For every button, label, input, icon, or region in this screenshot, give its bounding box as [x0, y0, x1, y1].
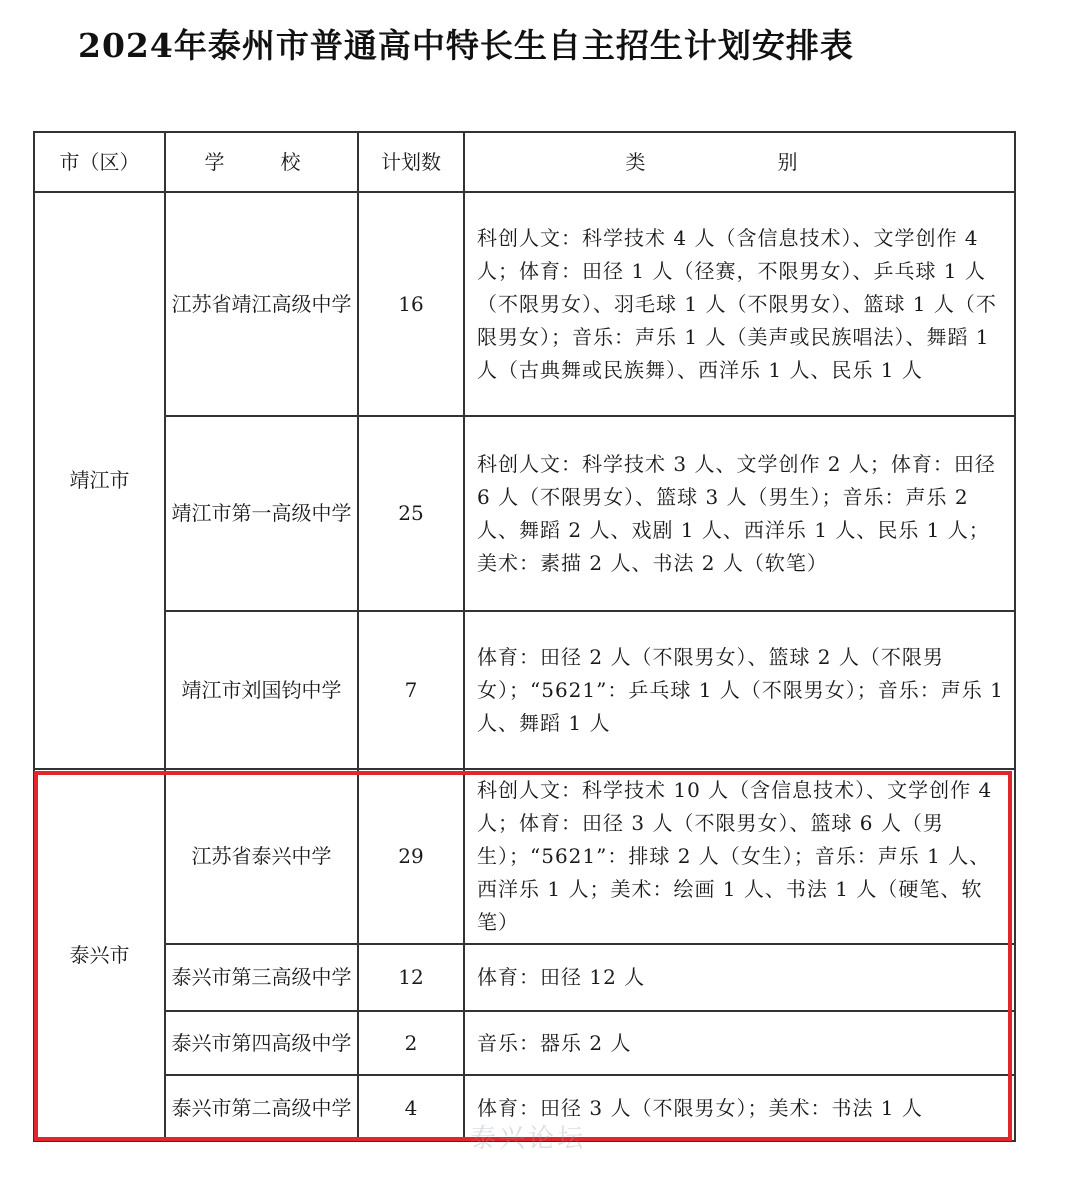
- plan-cell: 12: [358, 944, 464, 1011]
- plan-cell: 16: [358, 192, 464, 416]
- watermark-text: 泰兴论坛: [470, 1124, 587, 1154]
- header-city: 市（区）: [34, 132, 165, 192]
- school-cell: 江苏省靖江高级中学: [165, 192, 358, 416]
- table-row: [34, 611, 1015, 769]
- category-cell: 科创人文：科学技术 4 人（含信息技术）、文学创作 4 人；体育：田径 1 人（径赛，不限男女）、乒乓球 1 人（不限男女）、羽毛球 1 人（不限男女）、篮球 1 人（不限男女）；音乐：声乐 1 人（美声或民族唱法）、舞蹈 1 人（古典舞或民族舞）、西洋乐 1 人、民乐 1 人: [464, 192, 1015, 416]
- category-cell: 体育：田径 12 人: [464, 944, 1015, 1011]
- plan-cell: 25: [358, 416, 464, 611]
- enrollment-plan-table: [33, 131, 1016, 1142]
- plan-cell: 2: [358, 1011, 464, 1075]
- header-category: 类 别: [464, 132, 1015, 192]
- plan-cell: 7: [358, 611, 464, 769]
- plan-cell: 4: [358, 1075, 464, 1141]
- header-plan: 计划数: [358, 132, 464, 192]
- school-cell: 泰兴市第四高级中学: [165, 1011, 358, 1075]
- city-cell: 靖江市: [34, 192, 165, 769]
- school-cell: 靖江市第一高级中学: [165, 416, 358, 611]
- school-cell: 泰兴市第二高级中学: [165, 1075, 358, 1141]
- category-cell: 科创人文：科学技术 10 人（含信息技术）、文学创作 4 人；体育：田径 3 人（不限男女）、篮球 6 人（男生）；“5621”：排球 2 人（女生）；音乐：声乐 1 人、西洋乐 1 人；美术：绘画 1 人、书法 1 人（硬笔、软笔）: [464, 769, 1015, 944]
- category-cell: 体育：田径 2 人（不限男女）、篮球 2 人（不限男女）；“5621”：乒乓球 1 人（不限男女）；音乐：声乐 1 人、舞蹈 1 人: [464, 611, 1015, 769]
- table-row: [34, 1011, 1015, 1075]
- category-cell: 音乐：器乐 2 人: [464, 1011, 1015, 1075]
- header-school: 学 校: [165, 132, 358, 192]
- school-cell: 江苏省泰兴中学: [165, 769, 358, 944]
- table-row: [34, 192, 1015, 416]
- plan-cell: 29: [358, 769, 464, 944]
- city-cell: 泰兴市: [34, 769, 165, 1141]
- table-row: [34, 416, 1015, 611]
- page-title: 2024年泰州市普通高中特长生自主招生计划安排表: [78, 26, 854, 65]
- category-cell: 科创人文：科学技术 3 人、文学创作 2 人；体育：田径 6 人（不限男女）、篮球 3 人（男生）；音乐：声乐 2 人、舞蹈 2 人、戏剧 1 人、西洋乐 1 人、民乐 1 人；美术：素描 2 人、书法 2 人（软笔）: [464, 416, 1015, 611]
- school-cell: 泰兴市第三高级中学: [165, 944, 358, 1011]
- school-cell: 靖江市刘国钧中学: [165, 611, 358, 769]
- table-header-row: [34, 132, 1015, 192]
- table-row: [34, 944, 1015, 1011]
- table-row: [34, 769, 1015, 944]
- category-cell: 体育：田径 3 人（不限男女）；美术：书法 1 人: [464, 1075, 1015, 1141]
